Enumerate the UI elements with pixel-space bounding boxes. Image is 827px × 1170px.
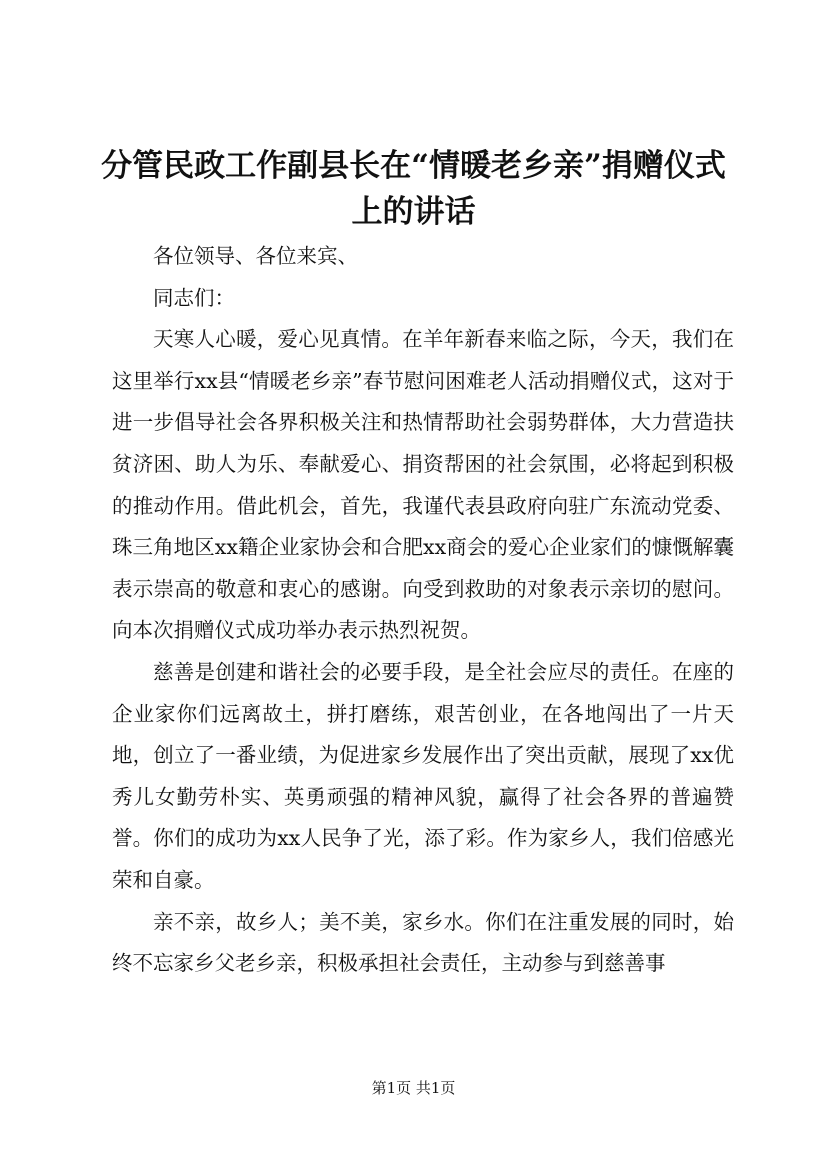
body-paragraph-2: 慈善是创建和谐社会的必要手段，是全社会应尽的责任。在座的企业家你们远离故土，拼打磨练，艰苦创业，在各地闯出了一片天地，创立了一番业绩，为促进家乡发展作出了突出贡献，展现了xx优秀儿女勤劳朴实、英勇顽强的精神风貌，赢得了社会各界的普遍赞誉。你们的成功为xx人民争了光，添了彩。作为家乡人，我们倍感光荣和自豪。 bbox=[112, 659, 734, 892]
document-title: 分管民政工作副县长在“情暖老乡亲”捐赠仪式上的讲话 bbox=[101, 148, 726, 230]
salutation-line-1: 各位领导、各位来宾、 bbox=[153, 244, 358, 268]
salutation-line-2: 同志们： bbox=[153, 285, 235, 310]
page-footer: 第1页 共1页 bbox=[371, 1079, 456, 1097]
body-paragraph-3: 亲不亲，故乡人；美不美，家乡水。你们在注重发展的同时，始终不忘家乡父老乡亲，积极承担社会责任，主动参与到慈善事 bbox=[112, 909, 734, 976]
body-paragraph-1: 天寒人心暖，爱心见真情。在羊年新春来临之际，今天，我们在这里举行xx县“情暖老乡亲”春节慰问困难老人活动捐赠仪式，这对于进一步倡导社会各界积极关注和热情帮助社会弱势群体，大力营造扶贫济困、助人为乐、奉献爱心、捐资帮困的社会氛围，必将起到积极的推动作用。借此机会，首先，我谨代表县政府向驻广东流动党委、珠三角地区xx籍企业家协会和合肥xx商会的爱心企业家们的慷慨解囊表示崇高的敬意和衷心的感谢。向受到救助的对象表示亲切的慰问。向本次捐赠仪式成功举办表示热烈祝贺。 bbox=[112, 327, 734, 643]
document-body bbox=[112, 236, 734, 985]
